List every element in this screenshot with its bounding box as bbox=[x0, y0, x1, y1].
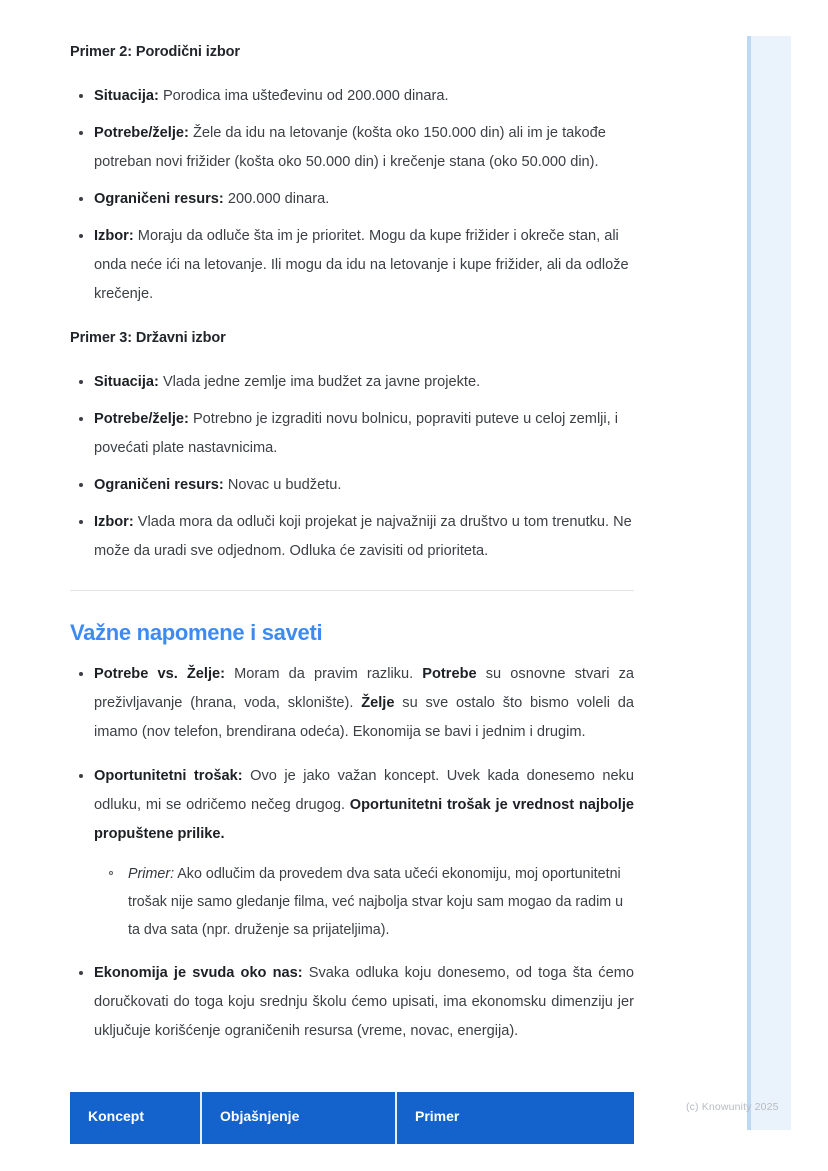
list-item-label: Izbor: bbox=[94, 514, 134, 530]
list-item-label: Ograničeni resurs: bbox=[94, 191, 224, 207]
list-item-text: su sve ostalo što bismo voleli da imamo (nov telefon, brendirana odeća). Ekonomija se bavi i jednim i drugim. bbox=[94, 695, 634, 740]
list-primer-3 bbox=[70, 368, 634, 574]
list-item-text: Svaka odluka koju donesemo, od toga šta ćemo doručkovati do toga koju srednju školu ćemo upisati, ima ekonomsku dimenziju jer uključuje korišćenje ograničenih resursa (vreme, novac, energija). bbox=[94, 965, 634, 1039]
sublist-item bbox=[104, 860, 634, 944]
list-item bbox=[70, 185, 634, 214]
list-item-text: Potrebno je izgraditi novu bolnicu, popraviti puteve u celoj zemlji, i povećati plate nastavnicima. bbox=[94, 411, 619, 456]
watermark: (c) Knowunity 2025 bbox=[686, 1101, 779, 1113]
list-item-label: Situacija: bbox=[94, 88, 159, 104]
section-divider bbox=[70, 590, 634, 591]
list-item-text: Ovo je jako važan koncept. Uvek kada donesemo neku odluku, mi se odričemo nečeg drugog. bbox=[94, 768, 634, 813]
list-item-label: Potrebe/želje: bbox=[94, 411, 189, 427]
list-item-label: Izbor: bbox=[94, 228, 134, 244]
list-notes bbox=[70, 660, 634, 1061]
list-item bbox=[70, 959, 634, 1046]
section-title-notes: Važne napomene i saveti bbox=[70, 620, 323, 645]
list-item bbox=[70, 660, 634, 747]
list-item-label: Ograničeni resurs: bbox=[94, 477, 224, 493]
list-item bbox=[70, 762, 634, 944]
list-item bbox=[70, 222, 634, 309]
list-item-text: Vlada mora da odluči koji projekat je najvažniji za društvo u tom trenutku. Ne može da uradi sve odjednom. Odluka će zavisiti od prioriteta. bbox=[94, 514, 632, 559]
list-item-label: Potrebe vs. Želje: bbox=[94, 666, 225, 682]
table-header-concept: Koncept bbox=[70, 1092, 201, 1144]
list-item-label: Ekonomija je svuda oko nas: bbox=[94, 965, 303, 981]
right-side-panel bbox=[747, 36, 791, 1130]
list-item bbox=[70, 368, 634, 397]
list-item-label: Situacija: bbox=[94, 374, 159, 390]
sublist-item-text: Ako odlučim da provedem dva sata učeći ekonomiju, moj oportunitetni trošak nije samo gledanje filma, već najbolja stvar koju sam mogao da radim u ta dva sata (npr. druženje sa prijateljima). bbox=[128, 866, 624, 938]
subheading-primer-2: Primer 2: Porodični izbor bbox=[70, 44, 240, 60]
concepts-table bbox=[70, 1092, 634, 1144]
list-item-text: Žele da idu na letovanje (košta oko 150.000 din) ali im je takođe potreban novi frižider (košta oko 50.000 din) i krečenje stana (oko 50.000 din). bbox=[94, 125, 606, 170]
list-item-emphasis: Potrebe bbox=[422, 666, 477, 682]
list-item bbox=[70, 471, 634, 500]
list-item-text: Vlada jedne zemlje ima budžet za javne projekte. bbox=[158, 374, 481, 390]
table-header-row bbox=[70, 1092, 634, 1144]
list-item-label: Oportunitetni trošak: bbox=[94, 768, 243, 784]
list-primer-2 bbox=[70, 82, 634, 317]
list-item-text: Moraju da odluče šta im je prioritet. Mogu da kupe frižider i okreče stan, ali onda neće ići na letovanje. Ili mogu da idu na letovanje i kupe frižider, ali da odlože krečenje. bbox=[94, 228, 629, 302]
subheading-primer-3: Primer 3: Državni izbor bbox=[70, 330, 226, 346]
table-header-explanation: Objašnjenje bbox=[201, 1092, 396, 1144]
list-item-text: su osnovne stvari za preživljavanje (hrana, voda, sklonište). bbox=[94, 666, 634, 711]
sublist-item-label: Primer: bbox=[128, 866, 175, 882]
list-item-text: 200.000 dinara. bbox=[223, 191, 330, 207]
list-item-label: Potrebe/želje: bbox=[94, 125, 189, 141]
list-item-text: Moram da pravim razliku. bbox=[225, 666, 423, 682]
list-item bbox=[70, 508, 634, 566]
list-item-emphasis: Želje bbox=[361, 695, 395, 711]
table-header-example: Primer bbox=[396, 1092, 634, 1144]
list-item bbox=[70, 119, 634, 177]
list-item-emphasis: Oportunitetni trošak je vrednost najbolje propuštene prilike. bbox=[94, 797, 634, 842]
sublist-primer bbox=[94, 860, 634, 944]
list-item bbox=[70, 82, 634, 111]
list-item bbox=[70, 405, 634, 463]
list-item-text: Porodica ima ušteđevinu od 200.000 dinara. bbox=[158, 88, 449, 104]
list-item-text: Novac u budžetu. bbox=[223, 477, 342, 493]
